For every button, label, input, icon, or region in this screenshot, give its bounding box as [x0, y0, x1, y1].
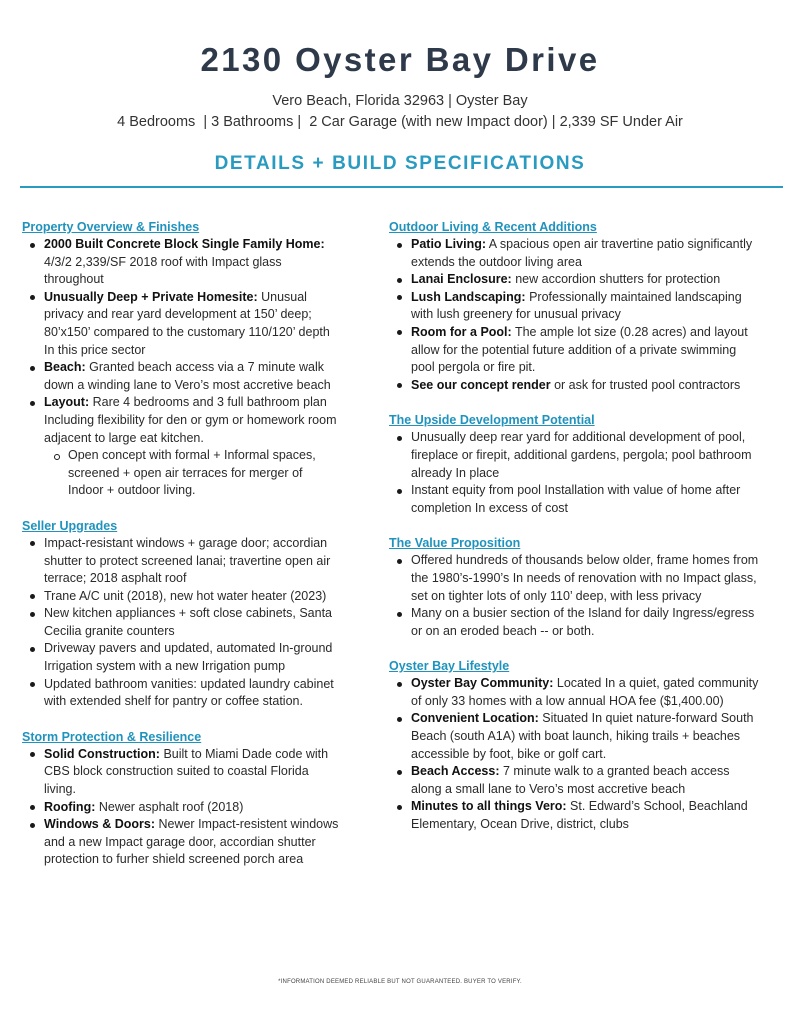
item-label: 2000 Built Concrete Block Single Family Home: — [44, 237, 325, 251]
item-text: Driveway pavers and updated, automated In-ground Irrigation system with a new Irrigation pump — [44, 641, 333, 674]
list-item — [22, 359, 340, 394]
section-title: Storm Protection & Resilience — [22, 729, 202, 744]
bullet-list — [22, 746, 340, 869]
item-label: Windows & Doors: — [44, 817, 155, 832]
item-text: Open concept with formal + Informal spaces, screened + open air terraces for merger of Indoor + outdoor living. — [68, 448, 316, 498]
bullet-list — [389, 552, 761, 640]
item-text: 7 minute walk to a granted beach access along a small lane to Vero’s most accretive beach — [411, 764, 730, 796]
item-text: Instant equity from pool Installation with value of home after completion In excess of cost — [411, 483, 741, 515]
list-item — [22, 535, 340, 588]
list-item — [389, 324, 761, 377]
heading-divider — [20, 186, 783, 188]
list-item — [389, 763, 761, 798]
item-text: Many on a busier section of the Island for daily Ingress/egress or on an eroded beach -- or both. — [411, 606, 755, 638]
details-heading: DETAILS + BUILD SPECIFICATIONS — [214, 153, 586, 174]
item-text: St. Edward’s School, Beachland Elementary, Ocean Drive, district, clubs — [411, 799, 748, 832]
item-text: Granted beach access via a 7 minute walk down a winding lane to Vero’s most accretive beach — [44, 360, 331, 392]
section-oyster-bay-lifestyle — [389, 659, 761, 833]
item-text: Updated bathroom vanities: updated laundry cabinet with extended shelf for pantry or coffee station. — [44, 676, 334, 709]
item-label: Lush Landscaping: — [411, 289, 526, 304]
sub-list-item — [22, 447, 340, 500]
item-text: Trane A/C unit (2018), new hot water heater (2023) — [44, 588, 327, 603]
bullet-list — [389, 236, 761, 394]
section-outdoor-living-recent-additions — [389, 220, 761, 394]
list-item — [22, 605, 340, 640]
section-title: The Upside Development Potential — [389, 413, 595, 428]
item-label: Room for a Pool: — [411, 324, 512, 339]
section-title: Outdoor Living & Recent Additions — [389, 220, 597, 234]
item-text: Newer Impact-resistent windows and a new Impact garage door, accordian shutter protection to furher shield screened porch area — [44, 817, 339, 867]
section-title: The Value Proposition — [389, 536, 521, 551]
list-item — [22, 289, 340, 359]
item-label: Beach: — [44, 360, 86, 375]
bullet-list — [22, 535, 340, 711]
section-the-value-proposition — [389, 536, 761, 640]
item-text: Newer asphalt roof (2018) — [95, 799, 244, 814]
item-text: Offered hundreds of thousands below older, frame homes from the 1980’s-1990’s In needs of renovation with no Impact glass, set on tighter lots of only 110’ deep, with less privacy — [411, 553, 759, 603]
page-header — [0, 0, 800, 176]
list-item — [22, 816, 340, 869]
section-property-overview-finishes — [22, 220, 340, 500]
item-text: Located In a quiet, gated community of only 33 homes with a low annual HOA fee ($1,400.00) — [411, 676, 759, 708]
section-title: Oyster Bay Lifestyle — [389, 659, 510, 674]
list-item — [389, 377, 761, 395]
list-item — [389, 289, 761, 324]
list-item — [22, 236, 340, 289]
item-text: Impact-resistant windows + garage door; accordian shutter to protect screened lanai; travertine open air terrace; 2018 asphalt roof — [44, 535, 331, 586]
list-item — [22, 640, 340, 675]
item-label: Solid Construction: — [44, 746, 160, 761]
item-label: Convenient Location: — [411, 711, 539, 726]
bullet-list — [22, 236, 340, 500]
item-label: Layout: — [44, 395, 90, 410]
list-item — [389, 236, 761, 271]
page-title: 2130 Oyster Bay Drive — [200, 41, 600, 78]
bullet-list — [389, 675, 761, 833]
list-item — [389, 605, 761, 640]
list-item — [389, 429, 761, 482]
item-label: See our concept render — [411, 377, 551, 392]
item-text: new accordion shutters for protection — [511, 272, 721, 287]
list-item — [389, 675, 761, 710]
section-the-upside-development-potential — [389, 413, 761, 517]
list-item — [389, 710, 761, 763]
item-label: Lanai Enclosure: — [411, 272, 512, 287]
right-column — [389, 220, 761, 853]
list-item — [22, 676, 340, 711]
item-text: Professionally maintained landscaping with lush greenery for unusual privacy — [411, 289, 742, 322]
item-text: Situated In quiet nature-forward South Beach (south A1A) with boat launch, hiking trails + beaches accessible by foot, bike or golf cart. — [411, 711, 754, 761]
list-item — [22, 588, 340, 606]
list-item — [389, 482, 761, 517]
item-label: Oyster Bay Community: — [411, 676, 554, 691]
section-title: Property Overview & Finishes — [22, 220, 200, 234]
item-text: New kitchen appliances + soft close cabinets, Santa Cecilia granite counters — [44, 606, 333, 638]
item-text: Unusual privacy and rear yard development at 150’ deep; 80’x150’ compared to the customary 110/120’ depth In this price sector — [44, 289, 330, 357]
list-item — [22, 746, 340, 799]
item-text: The ample lot size (0.28 acres) and layout allow for the potential future addition of a private swimming pool pergola or fire pit. — [411, 324, 748, 375]
item-label: Patio Living: — [411, 237, 486, 251]
section-title: Seller Upgrades — [22, 518, 118, 533]
property-stats-line: 4 Bedrooms | 3 Bathrooms | 2 Car Garage (with new Impact door) | 2,339 SF Under Air — [117, 114, 683, 130]
list-item — [389, 798, 761, 833]
item-label: Beach Access: — [411, 764, 500, 779]
item-text: Unusually deep rear yard for additional development of pool, fireplace or firepit, additional gardens, pergola; pool bathroom already In place — [411, 430, 752, 480]
list-item — [389, 552, 761, 605]
item-label: Roofing: — [44, 799, 96, 814]
left-column — [22, 220, 340, 888]
item-text: A spacious open air travertine patio significantly extends the outdoor living area — [411, 237, 753, 269]
location-line: Vero Beach, Florida 32963 | Oyster Bay — [272, 93, 528, 109]
item-text: Rare 4 bedrooms and 3 full bathroom plan Including flexibility for den or gym or homework room adjacent to large eat kitchen. — [44, 395, 337, 445]
list-item — [22, 394, 340, 447]
item-label: Minutes to all things Vero: — [411, 799, 567, 814]
section-storm-protection-resilience — [22, 730, 340, 869]
bullet-list — [389, 429, 761, 517]
section-seller-upgrades — [22, 519, 340, 711]
list-item — [22, 799, 340, 817]
item-text: or ask for trusted pool contractors — [550, 377, 741, 392]
item-text: 4/3/2 2,339/SF 2018 roof with Impact glass throughout — [44, 254, 282, 287]
item-text: Built to Miami Dade code with CBS block construction suited to coastal Florida living. — [44, 746, 329, 797]
item-label: Unusually Deep + Private Homesite: — [44, 289, 258, 304]
list-item — [389, 271, 761, 289]
disclaimer-footer: *INFORMATION DEEMED RELIABLE BUT NOT GUARANTEED. BUYER TO VERIFY. — [278, 979, 522, 985]
